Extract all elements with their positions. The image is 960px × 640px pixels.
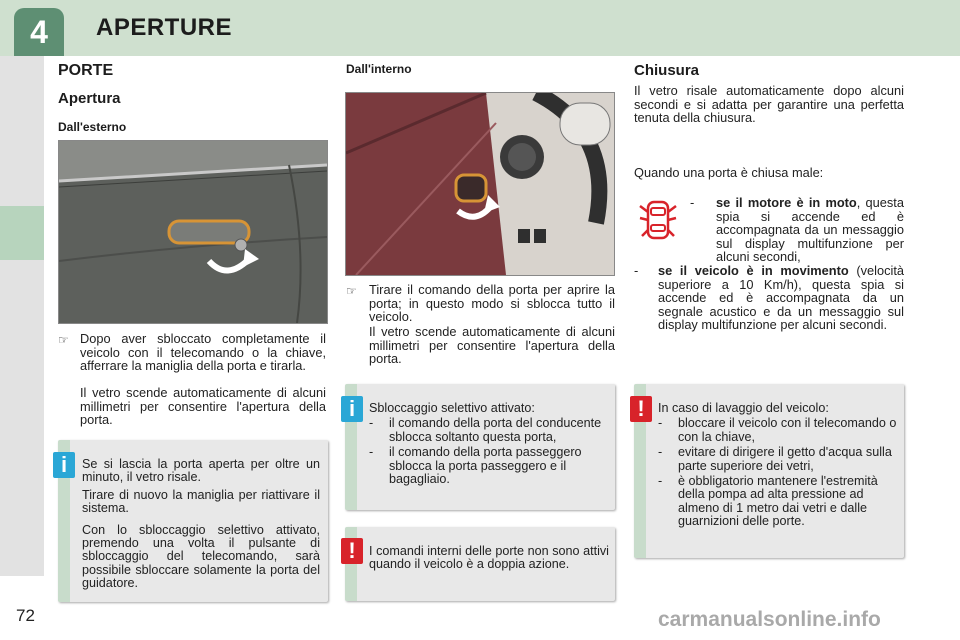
info-text-3: Con lo sbloccaggio selettivo attivato, premendo una volta il pulsante di sbloccaggio del telecomando, sarà possibile sbloccare solamente la porta del guidatore. (82, 522, 320, 591)
watermark: carmanualsonline.info (658, 608, 881, 631)
car-door-open-warning-icon (638, 198, 678, 244)
vehicle-moving-warning: - se il veicolo è in movimento (velocità superiore a 10 Km/h), questa spia si accende ed è accompagnata da un segnale acustico e da un messaggio sul display multifunzione per alcuni secondi. (634, 263, 904, 333)
exterior-door-handle-photo (58, 140, 328, 324)
page-title: APERTURE (96, 14, 233, 41)
section-dall-esterno: Dall'esterno (58, 120, 127, 134)
hand-pointer-icon: ☞ (58, 333, 69, 347)
side-strip (0, 56, 44, 576)
info-icon: i (53, 452, 75, 478)
list-item: - è obbligatorio mantenere l'estremità della pompa ad alta pressione ad almeno di 1 metro dai vetri e dalle guarnizioni delle porte. (658, 474, 878, 529)
door-not-closed-intro: Quando una porta è chiusa male: (634, 165, 824, 180)
closing-window-note: Il vetro risale automaticamente dopo alcuni secondi e si adatta per garantire una perfetta tenuta della chiusura. (634, 83, 904, 126)
selective-unlock-intro: Sbloccaggio selettivo attivato: (369, 401, 535, 415)
info-text-1: Se si lascia la porta aperta per oltre un minuto, il vetro risale. (82, 457, 320, 485)
hand-pointer-icon: ☞ (346, 284, 357, 298)
warning-icon: ! (341, 538, 363, 564)
list-item: - bloccare il veicolo con il telecomando o con la chiave, (658, 416, 897, 444)
info-box-selective-unlock (345, 384, 615, 510)
chapter-number: 4 (14, 8, 64, 56)
warning-icon: ! (630, 396, 652, 422)
info-icon: i (341, 396, 363, 422)
exterior-opening-instruction: Dopo aver sbloccato completamente il veicolo con il telecomando o la chiave, afferrare la maniglia della porta e tirarla. (80, 331, 326, 374)
car-wash-intro: In caso di lavaggio del veicolo: (658, 401, 829, 415)
interior-opening-instruction: Tirare il comando della porta per aprire la porta; in questo modo si sblocca tutto il veicolo. (369, 282, 615, 325)
list-item: - evitare di dirigere il getto d'acqua sulla parte superiore dei vetri, (658, 445, 892, 473)
subheading-apertura: Apertura (58, 90, 121, 107)
exterior-window-note: Il vetro scende automaticamente di alcuni millimetri per consentire l'apertura della porta. (80, 385, 326, 428)
double-locking-warning-text: I comandi interni delle porte non sono attivi quando il veicolo è a doppia azione. (369, 544, 609, 572)
section-heading-porte: PORTE (58, 62, 114, 79)
page-number: 72 (16, 606, 35, 625)
info-text-2: Tirare di nuovo la maniglia per riattivare il sistema. (82, 487, 320, 516)
chapter-tab[interactable] (0, 206, 44, 260)
subheading-chiusura: Chiusura (634, 62, 700, 79)
list-item: - il comando della porta del conducente sblocca soltanto questa porta, (369, 416, 602, 444)
list-item: - il comando della porta passeggero sblocca la porta passeggero e il bagagliaio. (369, 445, 582, 487)
interior-door-handle-photo (345, 92, 615, 276)
section-dall-interno: Dall'interno (346, 62, 412, 76)
warning-box-car-wash (634, 384, 904, 558)
interior-window-note: Il vetro scende automaticamente di alcuni millimetri per consentire l'apertura della porta. (369, 324, 615, 367)
warning-box-double-locking (345, 527, 615, 601)
engine-running-warning: - se il motore è in moto, questa spia si accende ed è accompagnata da un messaggio sul display multifunzione per alcuni secondi, (690, 195, 904, 265)
info-box-exterior (58, 440, 328, 602)
